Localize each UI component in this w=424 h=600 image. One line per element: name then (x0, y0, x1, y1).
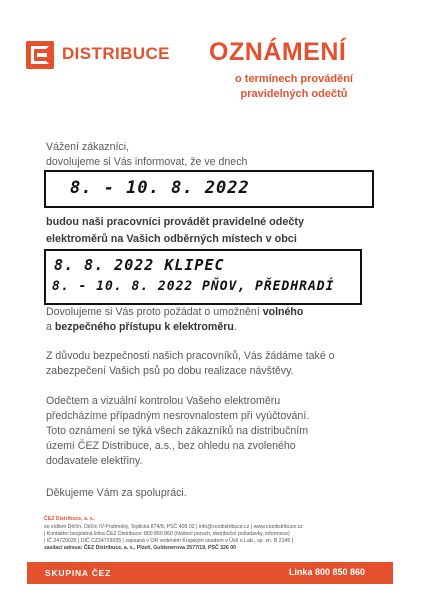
footer-line-4: zasílací adresa: ČEZ Distribuce, a. s., Plzeň, Guldenerova 2577/19, PSČ 326 00 (44, 545, 237, 551)
request-emph-a: volného (262, 306, 304, 318)
subtitle-line-1: o termínech provádění (235, 73, 353, 85)
page-subtitle (209, 72, 379, 102)
notice-line-2: elektroměrů na Vašich odběrných místech v obci (46, 233, 297, 245)
intro-text: dovolujeme si Vás informovat, že ve dnech (46, 156, 248, 168)
request-emph-b: bezpečného přístupu k elektroměru (54, 321, 234, 333)
safety-line-2: zabezpečení Vašich psů po dobu realizace návštěvy. (46, 365, 294, 377)
request-text-c: . (233, 321, 237, 333)
footer-bar (27, 562, 393, 584)
brand-name: DISTRIBUCE (62, 44, 170, 63)
handwritten-dates: 8. - 10. 8. 2022 (70, 178, 250, 198)
footer-group: SKUPINA ČEZ (45, 568, 112, 578)
footer-line-3: | IČ 24729035 | DIČ CZ24729035 | zapsaná v OR vedeném Krajským soudem v Ústí n.Lab., sp. zn. B 2145 | (44, 538, 294, 544)
footer-line-1: se sídlem Děčín, Děčín IV-Podmokly, Teplická 874/8, PSČ 405 02 | info@cezdistribuce.cz | www.cezdistribuce.cz (44, 524, 303, 530)
greeting: Vážení zákazníci, (46, 141, 130, 153)
cez-logo-icon (26, 41, 54, 69)
footer-line-2: | Kontaktní bezplatná linka ČEZ Distribuce: 800 850 860 (hlášení poruch, distribuční požadavky, informace) (44, 531, 290, 537)
safety-line-1: Z důvodu bezpečnosti našich pracovníků, Vás žádáme také o (46, 350, 335, 362)
handwritten-place-1: 8. 8. 2022 KLIPEC (54, 256, 225, 274)
page-title: OZNÁMENÍ (209, 38, 347, 66)
handwritten-place-2: 8. - 10. 8. 2022 PŇOV, PŘEDHRADÍ (52, 279, 335, 294)
reading-line-3: Toto oznámení se týká všech zákazníků na distribučním (46, 425, 309, 437)
reading-line-5: dodavatele elektřiny. (46, 455, 143, 467)
notice-line-1: budou naši pracovníci provádět pravidelné odečty (46, 216, 304, 228)
reading-line-4: území ČEZ Distribuce, a.s., bez ohledu na zvoleného (46, 440, 296, 452)
reading-line-2: předcházíme případným nesrovnalostem při vyúčtování. (46, 410, 310, 422)
request-text-a: Dovolujeme si Vás proto požádat o umožnění (46, 306, 263, 318)
request-text-b: a (46, 321, 55, 333)
request-line-1 (46, 305, 303, 320)
thanks-text: Děkujeme Vám za spolupráci. (46, 487, 187, 499)
request-line-2 (46, 320, 237, 335)
reading-line-1: Odečtem a vizuální kontrolou Vašeho elektroměru (46, 395, 281, 407)
subtitle-line-2: pravidelných odečtů (240, 88, 348, 100)
footer-hotline: Linka 800 850 860 (288, 567, 365, 577)
footer-company: ČEZ Distribuce, a. s. (44, 516, 95, 522)
